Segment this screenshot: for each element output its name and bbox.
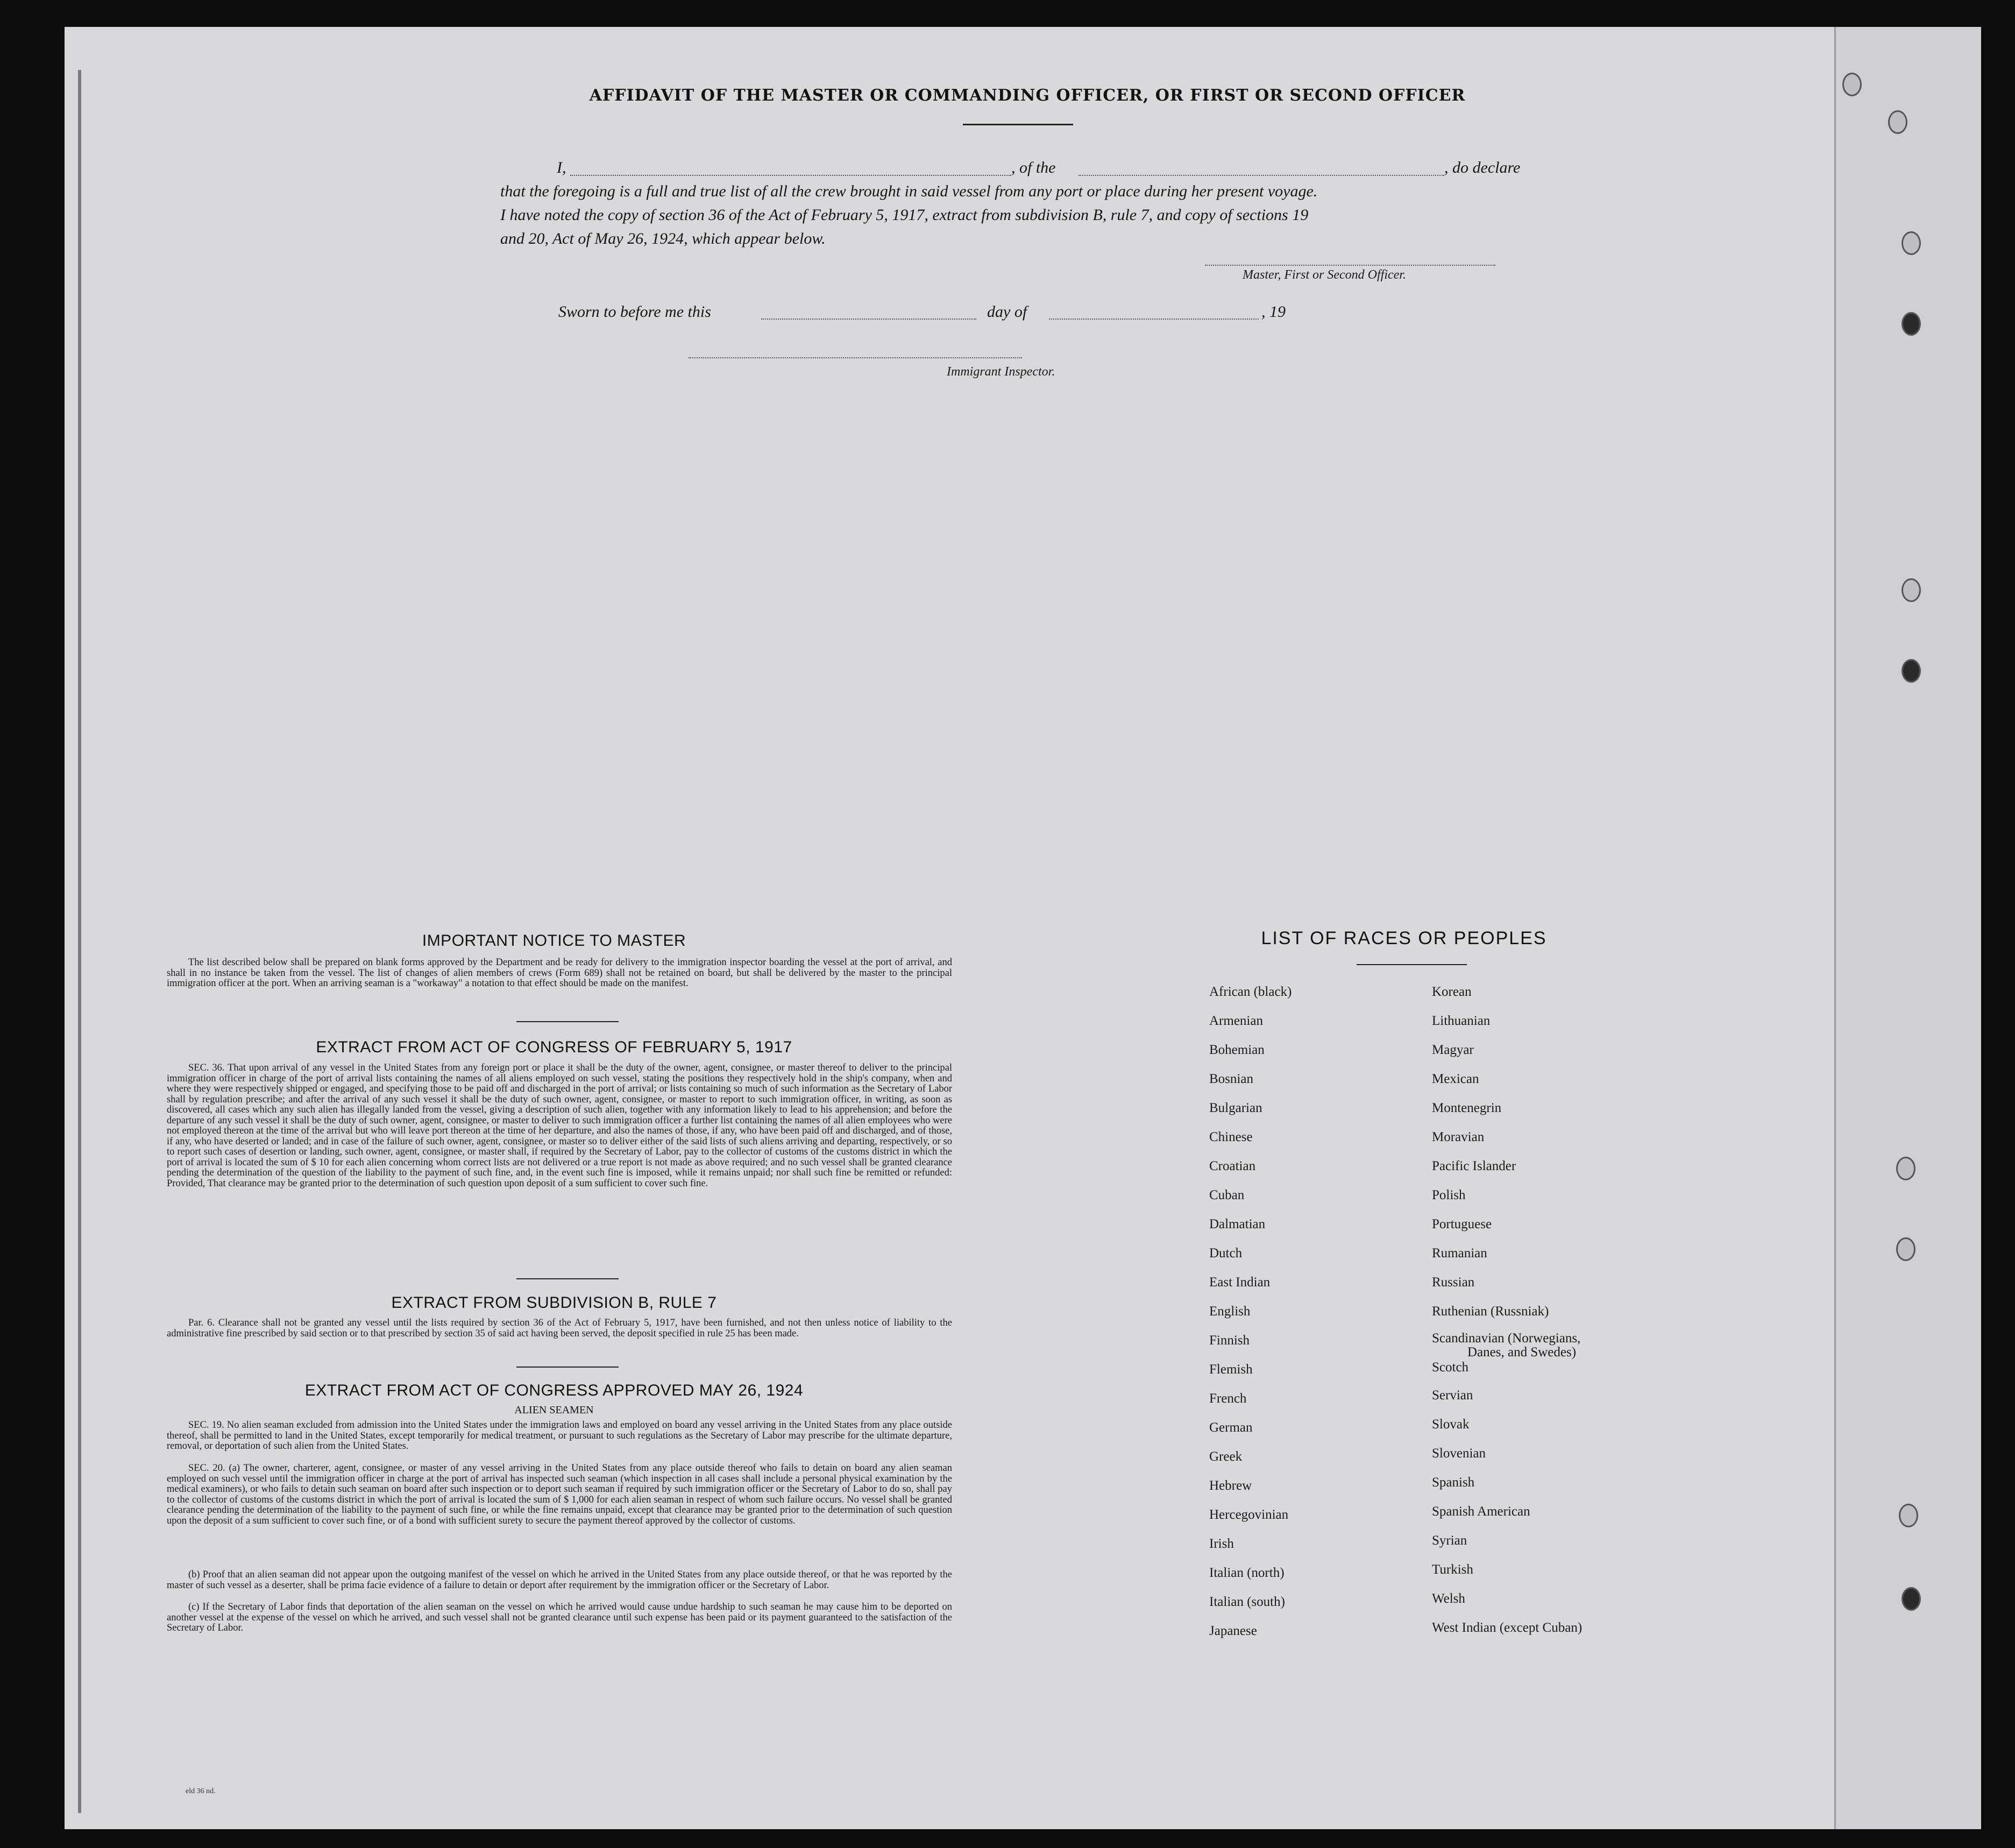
document-sheet	[65, 27, 1979, 1829]
race-item: Croatian	[1209, 1159, 1256, 1173]
rule-7-body: Par. 6. Clearance shall not be granted any vessel until the lists required by section 36 of the Act of February 5, 1917, have been furnished, and not then unless notice of liability to the administrative fine prescribed by said section or to that prescribed by section 35 of said act having been served, the deposit specified in rule 25 has been made.	[167, 1318, 952, 1339]
divider	[516, 1278, 619, 1279]
race-item: German	[1209, 1420, 1253, 1435]
race-item: Cuban	[1209, 1188, 1245, 1202]
race-item: African (black)	[1209, 985, 1292, 999]
affidavit-do-declare: , do declare	[1444, 159, 1521, 176]
binder-hole-icon	[1902, 1587, 1921, 1611]
month-blank	[1049, 318, 1259, 320]
binder-hole-icon	[1896, 1157, 1915, 1180]
binder-hole-icon	[1896, 1237, 1915, 1261]
race-item: Scotch	[1432, 1360, 1469, 1375]
affidavit-title: AFFIDAVIT OF THE MASTER OR COMMANDING OFFICER, OR FIRST OR SECOND OFFICER	[589, 86, 1466, 105]
sworn-label: Sworn to before me this	[558, 303, 711, 321]
extract-1917-title: EXTRACT FROM ACT OF CONGRESS OF FEBRUARY 5, 1917	[316, 1038, 792, 1056]
binder-hole-icon	[1842, 73, 1862, 96]
race-item: Italian (north)	[1209, 1566, 1285, 1580]
divider	[516, 1021, 619, 1022]
affidavit-line-3: I have noted the copy of section 36 of the Act of February 5, 1917, extract from subdivision B, rule 7, and copy of sections 19	[500, 206, 1309, 224]
inspector-caption: Immigrant Inspector.	[947, 365, 1055, 379]
race-item: Moravian	[1432, 1130, 1485, 1144]
race-item: West Indian (except Cuban)	[1432, 1620, 1583, 1635]
race-item: Finnish	[1209, 1333, 1250, 1348]
race-item: Dalmatian	[1209, 1217, 1266, 1231]
race-item: Lithuanian	[1432, 1014, 1491, 1028]
notice-body: The list described below shall be prepared on blank forms approved by the Department and be ready for delivery to the immigration inspector boarding the vessel at the port of arrival, and shall in no instance be taken from the vessel. The list of changes of alien members of crews (Form 689) shall not be retained on board, but shall be delivered by the master to the principal immigration officer at the port. When an arriving seaman is a "workaway" a notation to that effect should be made on the manifest.	[167, 957, 952, 989]
race-item: Mexican	[1432, 1072, 1479, 1086]
race-item: Italian (south)	[1209, 1595, 1285, 1609]
binder-hole-icon	[1899, 1504, 1918, 1527]
race-item: Servian	[1432, 1388, 1473, 1403]
binder-hole-icon	[1902, 659, 1921, 683]
race-item: Spanish American	[1432, 1504, 1530, 1519]
affidavit-i-label: I,	[557, 159, 566, 176]
race-item: Magyar	[1432, 1043, 1474, 1057]
race-item: Syrian	[1432, 1533, 1467, 1548]
affidavit-of-the: , of the	[1011, 159, 1056, 176]
binder-hole-icon	[1902, 231, 1921, 255]
race-item: Spanish	[1432, 1475, 1475, 1490]
race-item: Montenegrin	[1432, 1101, 1502, 1115]
form-code: eld 36 nd.	[186, 1787, 216, 1795]
race-item: Bosnian	[1209, 1072, 1253, 1086]
race-item: Slovak	[1432, 1417, 1470, 1432]
race-item: Russian	[1432, 1275, 1475, 1290]
race-item: Flemish	[1209, 1362, 1253, 1377]
race-item: French	[1209, 1391, 1247, 1406]
race-item: Greek	[1209, 1449, 1243, 1464]
race-item: Hercegovinian	[1209, 1507, 1289, 1522]
day-blank	[761, 318, 976, 320]
next-page-edge	[1834, 27, 1981, 1829]
inspector-blank	[689, 357, 1022, 358]
races-title: LIST OF RACES OR PEOPLES	[1261, 928, 1547, 948]
title-underline	[963, 124, 1073, 125]
signature-caption: Master, First or Second Officer.	[1243, 268, 1406, 282]
race-item: Ruthenian (Russniak)	[1432, 1304, 1549, 1319]
race-item: English	[1209, 1304, 1251, 1319]
race-item: Bulgarian	[1209, 1101, 1262, 1115]
race-item: Korean	[1432, 985, 1472, 999]
race-item: East Indian	[1209, 1275, 1271, 1290]
race-item: Polish	[1432, 1188, 1466, 1202]
race-item: Pacific Islander	[1432, 1159, 1516, 1173]
race-item: Danes, and Swedes)	[1467, 1345, 1577, 1360]
race-item: Turkish	[1432, 1562, 1473, 1577]
races-title-underline	[1357, 964, 1467, 965]
affidavit-line-4: and 20, Act of May 26, 1924, which appear below.	[500, 230, 826, 247]
binder-hole-icon	[1902, 312, 1921, 336]
binder-hole-icon	[1888, 110, 1907, 134]
race-item: Chinese	[1209, 1130, 1253, 1144]
extract-1924-title: EXTRACT FROM ACT OF CONGRESS APPROVED MAY 26, 1924	[304, 1382, 804, 1399]
rule-7-title: EXTRACT FROM SUBDIVISION B, RULE 7	[391, 1294, 717, 1312]
race-item: Slovenian	[1432, 1446, 1486, 1461]
affidavit-line-2: that the foregoing is a full and true list of all the crew brought in said vessel from any port or place during her present voyage.	[500, 182, 1318, 200]
notice-title: IMPORTANT NOTICE TO MASTER	[422, 932, 686, 950]
race-item: Dutch	[1209, 1246, 1243, 1261]
race-item: Portuguese	[1432, 1217, 1492, 1231]
sec-19-text: SEC. 19. No alien seaman excluded from admission into the United States under the immigration laws and employed on board any vessel arriving in the United States from any place outside thereof, shall be permitted to land in the United States, except temporarily for medical treatment, or pursuant to such regulations as the Secretary of Labor may prescribe for the ultimate departure, removal, or deportation of such alien from the United States.	[167, 1420, 952, 1452]
race-item: Armenian	[1209, 1014, 1263, 1028]
sec-20a-text: SEC. 20. (a) The owner, charterer, agent, consignee, or master of any vessel arriving in the United States from any place outside thereof who fails to detain on board any alien seaman employed on such vessel until the immigration officer in charge at the port of arrival has inspected such seaman (which inspection in all cases shall include a personal physical examination by the medical examiners), or who fails to detain such seaman on board after such inspection or to deport such seaman if required by such immigration officer or the Secretary of Labor to do so, shall pay to the collector of customs of the customs district in which the port of arrival is located the sum of $ 1,000 for each alien seaman in respect of whom such failure occurs. No vessel shall be granted clearance pending the determination of the liability to the payment of such fine, or while the fine remains unpaid, except that clearance may be granted prior to the determination of such question upon the deposit of a sum sufficient to cover such fine, or of a bond with sufficient surety to secure the payment thereof approved by the collector of customs.	[167, 1463, 952, 1526]
divider	[516, 1366, 619, 1368]
alien-seamen-subtitle: ALIEN SEAMEN	[514, 1404, 594, 1416]
vessel-blank	[1079, 175, 1444, 176]
sec-20c-text: (c) If the Secretary of Labor finds that deportation of the alien seaman on the vessel on which he arrived would cause undue hardship to such seaman he may cause him to be deported on another vessel at the expense of the vessel on which he arrived, and such vessel shall not be granted clearance until such expense has been paid or its payment guaranteed to the satisfaction of the Secretary of Labor.	[167, 1602, 952, 1633]
race-item: Irish	[1209, 1537, 1234, 1551]
year-label: , 19	[1261, 303, 1286, 321]
day-of-label: day of	[987, 303, 1027, 321]
race-item: Bohemian	[1209, 1043, 1265, 1057]
signature-blank	[1205, 265, 1495, 266]
race-item: Scandinavian (Norwegians,	[1432, 1331, 1581, 1346]
race-item: Rumanian	[1432, 1246, 1487, 1261]
name-blank	[570, 175, 1011, 176]
binding-spine	[78, 70, 81, 1813]
sec-20b-text: (b) Proof that an alien seaman did not appear upon the outgoing manifest of the vessel on which he arrived in the United States from any place outside thereof, or that he was reported by the master of such vessel as a deserter, shall be prima facie evidence of a failure to detain or deport after requirement by the immigration officer or the Secretary of Labor.	[167, 1569, 952, 1591]
binder-hole-icon	[1902, 578, 1921, 602]
race-item: Hebrew	[1209, 1478, 1252, 1493]
extract-1917-body: SEC. 36. That upon arrival of any vessel in the United States from any foreign port or place it shall be the duty of the owner, agent, consignee, or master thereof to deliver to the principal immigration officer in charge of the port of arrival lists containing the names of all aliens employed on such vessel, stating the positions they respectively hold in the ship's company, when and where they were respectively shipped or engaged, and specifying those to be paid off and discharged in the port of arrival; or lists containing so much of such information as the Secretary of Labor shall by regulation prescribe; and after the arrival of any such vessel it shall be the duty of such owner, agent, consignee, or master to report to such immigration officer, in writing, as soon as discovered, all cases which any such alien has illegally landed from the vessel, giving a description of such alien, together with any information likely to lead to his apprehension; and before the departure of any such vessel it shall be the duty of such owner, agent, consignee, or master to deliver to such immigration officer a further list containing the names of all alien employees who were not employed thereon at the time of the arrival but who will leave port thereon at the time of her departure, and also the names of those, if any, who have been paid off and discharged, and of those, if any, who have deserted or landed; and in case of the failure of such owner, agent, consignee, or master so to deliver either of the said lists of such aliens arriving and departing, respectively, or so to report such cases of desertion or landing, such owner, agent, consignee, or master shall, if required by the Secretary of Labor, pay to the collector of customs of the customs district in which the port of arrival is located the sum of $ 10 for each alien concerning whom correct lists are not delivered or a true report is not made as above required; and no such vessel shall be granted clearance pending the determination of the question of the liability to the payment of such fine, and, in the event such fine is imposed, while it remains unpaid; nor shall such fine be remitted or refunded: Provided, That clearance may be granted prior to the determination of such question upon deposit of a sum sufficient to cover such fine.	[167, 1063, 952, 1189]
race-item: Welsh	[1432, 1591, 1465, 1606]
race-item: Japanese	[1209, 1624, 1257, 1638]
